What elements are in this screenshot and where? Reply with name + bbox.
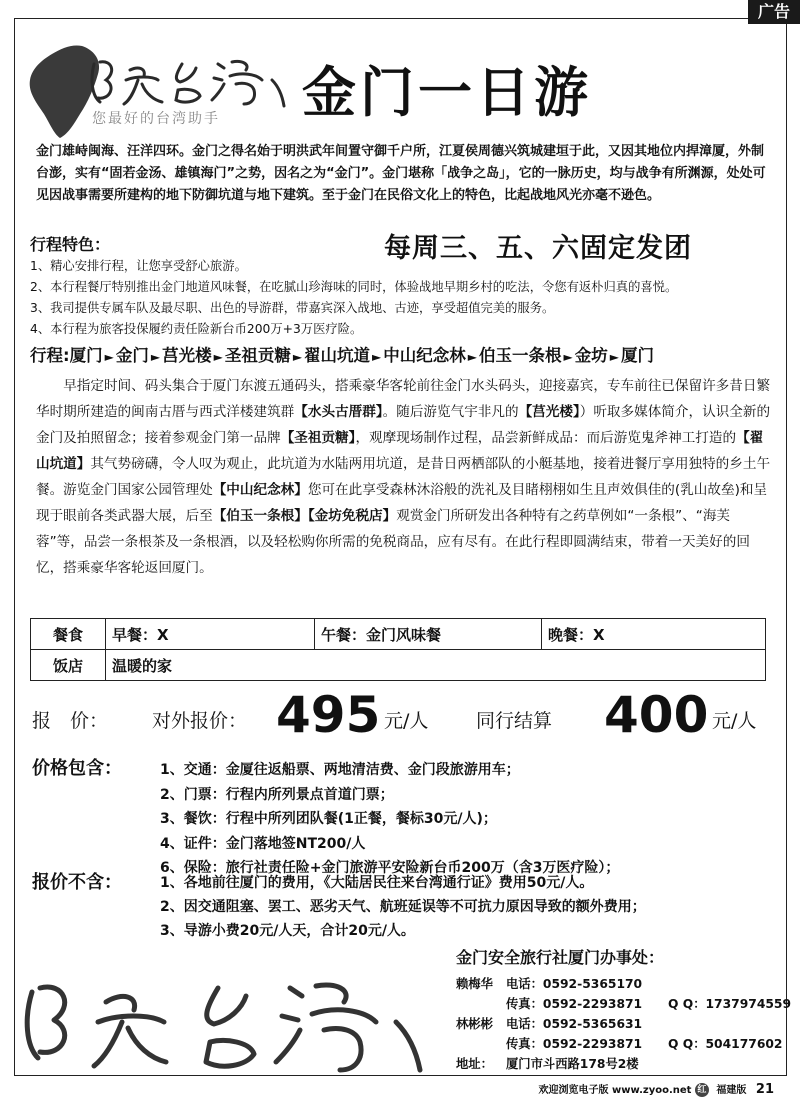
route-stop: 中山纪念林 (383, 346, 466, 365)
exclude-item: 1、各地前往厦门的费用，《大陆居民往来台湾通行证》费用50元/人。 (160, 875, 594, 891)
route-stop: 翟山坑道 (304, 346, 371, 365)
hotel-cell: 温暖的家 (106, 650, 766, 681)
red-badge-icon: 红 (695, 1083, 709, 1097)
feature-item: 1、精心安排行程，让您享受舒心旅游。 (30, 259, 247, 273)
exclude-item: 2、因交通阻塞、罢工、恶劣天气、航班延误等不可抗力原因导致的额外费用； (160, 899, 646, 915)
route-stops (70, 346, 654, 365)
address-label: 地址： (456, 1057, 493, 1071)
route-arrow-icon: ► (372, 350, 382, 364)
route-arrow-icon: ► (467, 350, 478, 364)
ad-tag: 广告 (748, 0, 800, 24)
include-item: 3、餐饮：行程中所列团队餐(1正餐，餐标30元/人)； (160, 811, 497, 827)
public-price-value: 495 (276, 686, 381, 744)
route-stop: 金坊 (574, 346, 608, 365)
brand-slogan: 您最好的台湾助手 (92, 111, 220, 127)
route-arrow-icon: ► (150, 350, 161, 364)
route-stop: 莒光楼 (162, 346, 212, 365)
route-arrow-icon: ► (213, 350, 223, 364)
contact-name: 林彬彬 (456, 1017, 493, 1031)
dinner-cell: 晚餐：X (542, 619, 766, 650)
route-stop: 厦门 (69, 346, 103, 365)
price-label: 报 价： (32, 710, 109, 732)
include-item: 4、证件：金门落地签NT200/人 (160, 835, 366, 852)
contact-phone: 电话：0592-5365170 (506, 977, 643, 991)
attraction-highlight: 【圣祖贡糖】 (280, 430, 356, 446)
attraction-highlight: 【伯玉一条根】 (212, 508, 308, 524)
includes-list (160, 758, 619, 881)
page-footer (539, 1081, 774, 1097)
route-label: 行程: (30, 346, 70, 365)
route-arrow-icon: ► (292, 350, 303, 364)
attraction-highlight: 【翟山坑道】 (36, 430, 764, 472)
route-text: 您可在此享受森林沐浴般的洗礼及目睹栩栩如生且声效俱佳的(乳山故垒)和呈现于眼前各类武器大展，后至 (36, 482, 768, 524)
route-text: 其气势磅礴，令人叹为观止，此坑道为水陆两用坑道，是昔日两栖部队的小艇基地，接着进餐厅享用独特的乡土午餐。游览金门国家公园管理处 (36, 456, 771, 498)
footer-url-text: 欢迎浏览电子版 www.zyoo.net (538, 1085, 692, 1096)
trade-price-value: 400 (604, 686, 709, 744)
trade-price-label: 同行结算 (476, 710, 553, 732)
route-stop: 圣祖贡糖 (224, 346, 291, 365)
contact-name: 赖梅华 (456, 977, 493, 991)
hotel-row (31, 650, 766, 681)
public-price-label: 对外报价： (152, 710, 248, 732)
route-text: 早指定时间、码头集合于厦门东渡五通码头，搭乘豪华客轮前往金门水头码头，迎接嘉宾，专车前往已保留许多昔日繁华时期所建造的闽南古厝与西式洋楼建筑群 (36, 378, 771, 420)
schedule-headline: 每周三、五、六固定发团 (384, 233, 692, 264)
intro-paragraph: 金门雄峙闽海、汪洋四环。金门之得名始于明洪武年间置守御千户所，江夏侯周德兴筑城建垣于此，又因其地位内捍漳厦，外制台澎，实有“固若金汤、雄镇海门”之势，因名之为“金门”。金门堪称「战争之岛」，它的一脉历史，均与战争有所渊源，处处可见因战事需要所建构的地下防御坑道与地下建筑。至于金门在民俗文化上的特色，比起战地风光亦毫不逊色。 (36, 144, 766, 203)
include-item: 1、交通：金厦往返船票、两地清洁费、金门段旅游用车； (160, 762, 520, 778)
route-description (36, 373, 774, 581)
public-price-unit: 元/人 (384, 710, 429, 732)
feature-item: 2、本行程餐厅特别推出金门地道风味餐，在吃腻山珍海味的同时，体验战地早期乡村的吃法，令您有返朴归真的喜悦。 (30, 280, 678, 294)
excludes-title: 报价不含： (32, 872, 122, 893)
page-title: 金门一日游 (302, 61, 592, 124)
route-text: ，观摩现场制作过程，品尝新鲜成品：而后游览鬼斧神工打造的 (355, 430, 737, 446)
route-stop: 厦门 (620, 346, 654, 365)
page-number: 21 (755, 1082, 774, 1097)
excludes-list (160, 871, 646, 943)
features-list (30, 256, 790, 340)
address-value: 厦门市斗西路178号2楼 (506, 1057, 639, 1071)
attraction-highlight: 【中山纪念林】 (212, 482, 308, 498)
footer-edition: 福建版 (716, 1085, 747, 1096)
includes-title: 价格包含： (32, 758, 122, 779)
contact-fax: 传真：0592-2293871 (506, 997, 643, 1011)
feature-item: 4、本行程为旅客投保履约责任险新台币200万+3万医疗险。 (30, 322, 363, 336)
price-row (32, 686, 792, 748)
breakfast-cell: 早餐：X (106, 619, 315, 650)
attraction-highlight: 【水头古厝群】 (294, 404, 383, 420)
include-item: 6、保险：旅行社责任险+金门旅游平安险新台币200万（含3万医疗险）； (160, 860, 620, 876)
trade-price-unit: 元/人 (712, 710, 757, 732)
lunch-cell: 午餐：金门风味餐 (315, 619, 542, 650)
brand-script-logo (86, 50, 292, 112)
meals-table (30, 618, 766, 681)
contact-fax: 传真：0592-2293871 (506, 1037, 643, 1051)
contact-qq: Q Q：504177602 (668, 1037, 783, 1051)
route-stop: 伯玉一条根 (479, 346, 562, 365)
route-text: 观赏金门所研发出各种特有之药草例如“一条根”、“海芙蓉”等，品尝一条根茶及一条根酒，以及轻松购你所需的免税商品，应有尽有。在此行程即圆满结束，带着一天美好的回忆，搭乘豪华客轮返回厦门。 (36, 508, 750, 576)
hotel-label: 饭店 (31, 650, 106, 681)
attraction-highlight: 【金坊免税店】 (307, 508, 397, 524)
office-title: 金门安全旅行社厦门办事处： (456, 948, 665, 967)
meal-label: 餐食 (31, 619, 106, 650)
meals-row (31, 619, 766, 650)
include-item: 2、门票：行程内所列景点首道门票； (160, 786, 394, 803)
route-arrow-icon: ► (609, 350, 619, 364)
contact-phone: 电话：0592-5365631 (506, 1017, 643, 1031)
feature-item: 3、我司提供专属车队及最尽职、出色的导游群，带嘉宾深入战地、古迹，享受超值完美的服务。 (30, 301, 555, 315)
route-line (30, 342, 654, 366)
route-arrow-icon: ► (104, 350, 114, 364)
route-stop: 金门 (115, 346, 149, 365)
route-arrow-icon: ► (563, 350, 573, 364)
route-text: ）听取多媒体简介，认识全新的金门及拍照留念；接着参观金门第一品牌 (36, 404, 771, 446)
features-title: 行程特色： (30, 235, 111, 254)
brand-signature-logo (14, 962, 444, 1078)
attraction-highlight: 【莒光楼】 (518, 404, 580, 420)
exclude-item: 3、导游小费20元/人天，合计20元/人。 (160, 923, 415, 939)
contact-qq: Q Q：1737974559 (668, 997, 792, 1011)
route-text: 。随后游览气宇非凡的 (382, 404, 519, 420)
